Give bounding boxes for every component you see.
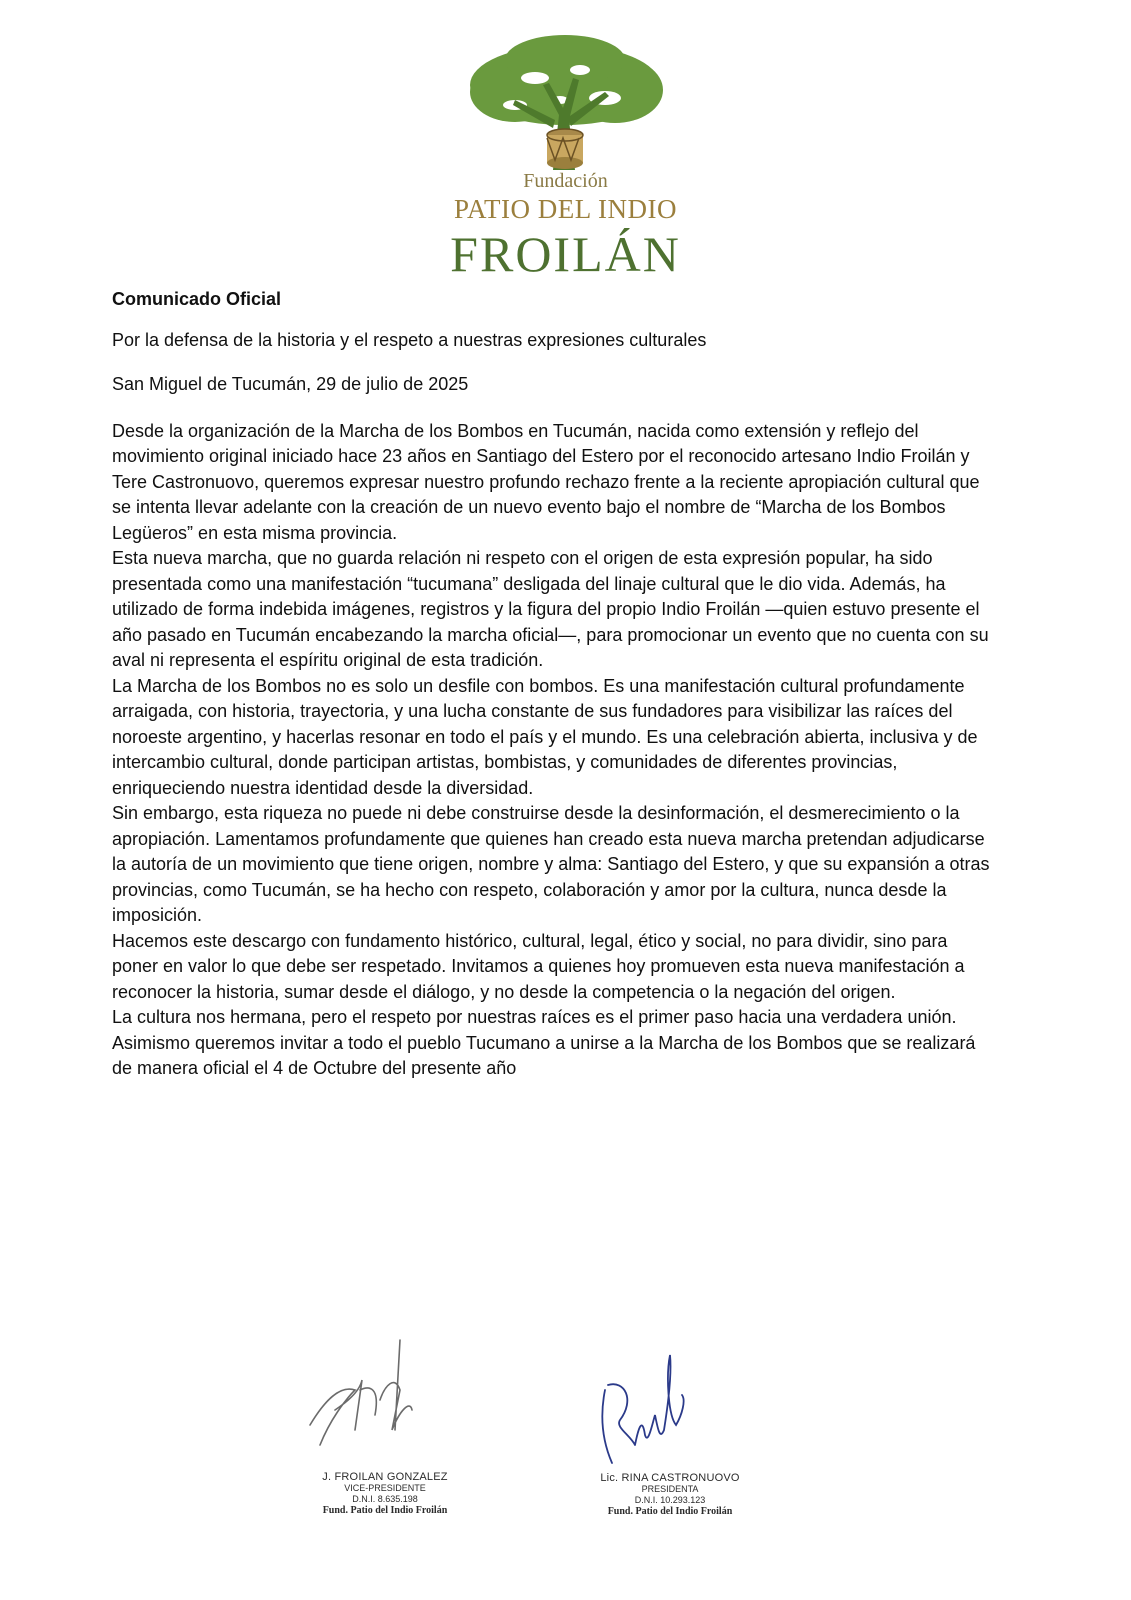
- signer-fund-right: Fund. Patio del Indio Froilán: [607, 1506, 733, 1517]
- signer-dni-left: D.N.I. 8.635.198: [352, 1494, 418, 1504]
- paragraph: Desde la organización de la Marcha de los Bombos en Tucumán, nacida como extensión y reflejo del movimiento original iniciado hace 23 años en Santiago del Estero por el reconocido artesano Indio Froilán y Tere Castronuovo, queremos expresar nuestro profundo rechazo frente a la reciente apropiación cultural que se intenta llevar adelante con la creación de un nuevo evento bajo el nombre de “Marcha de los Bombos Legüeros” en esta misma provincia.: [112, 420, 980, 543]
- paragraph: Asimismo queremos invitar a todo el pueblo Tucumano a unirse a la Marcha de los Bombos que se realizará de manera oficial el 4 de Octubre del presente año: [112, 1032, 976, 1078]
- handwritten-signature-right: [590, 1345, 710, 1470]
- paragraph: Esta nueva marcha, que no guarda relación ni respeto con el origen de esta expresión popular, ha sido presentada como una manifestación “tucumana” desligada del linaje cultural que le dio vida. Además, ha utilizado de forma indebida imágenes, registros y la figura del propio Indio Froilán —quien estuvo presente el año pasado en Tucumán encabezando la marcha oficial—, para promocionar un evento que no cuenta con su aval ni representa el espíritu original de esta tradición.: [112, 548, 989, 670]
- signer-dni-right: D.N.I. 10.293.123: [634, 1495, 706, 1505]
- paragraph: La Marcha de los Bombos no es solo un desfile con bombos. Es una manifestación cultural profundamente arraigada, con historia, trayectoria, y una lucha constante de sus fundadores para visibilizar las raíces del noroeste argentino, y hacerlas resonar en todo el país y el mundo. Es una celebración abierta, inclusiva y de intercambio cultural, donde participan artistas, bombistas, y comunidades de diferentes provincias, enriqueciendo nuestra identidad desde la diversidad.: [112, 675, 978, 798]
- letter-subtitle: Por la defensa de la historia y el respeto a nuestras expresiones culturales: [112, 329, 707, 350]
- logo-line-froilan: FROILÁN: [450, 226, 681, 282]
- logo-line-patio: PATIO DEL INDIO: [454, 194, 677, 224]
- signature-block-left: [300, 1330, 480, 1530]
- paragraph: Hacemos este descargo con fundamento histórico, cultural, legal, ético y social, no para dividir, sino para poner en valor lo que debe ser respetado. Invitamos a quienes hoy promueven esta nueva manifestación a reconocer la historia, sumar desde el diálogo, y no desde la competencia o la negación del origen.: [112, 930, 965, 1002]
- handwritten-signature-left: [300, 1330, 460, 1460]
- foundation-logo: [0, 20, 1131, 290]
- stamp-right: [590, 1473, 750, 1517]
- tree-drum-icon: [455, 30, 675, 175]
- signer-fund-left: Fund. Patio del Indio Froilán: [322, 1505, 448, 1516]
- paragraph: La cultura nos hermana, pero el respeto por nuestras raíces es el primer paso hacia una verdadera unión.: [112, 1007, 957, 1027]
- paragraphs: [112, 419, 992, 1082]
- letter-date: San Miguel de Tucumán, 29 de julio de 2025: [112, 374, 469, 394]
- signer-name-right: Lic. RINA CASTRONUOVO: [600, 1472, 740, 1484]
- stamp-left: [300, 1472, 470, 1516]
- signer-name-left: J. FROILAN GONZALEZ: [322, 1471, 448, 1483]
- letter-body: [112, 287, 992, 1082]
- letter-heading: Comunicado Oficial: [112, 289, 282, 309]
- signer-role-right: PRESIDENTA: [641, 1484, 699, 1494]
- paragraph: Sin embargo, esta riqueza no puede ni debe construirse desde la desinformación, el desmerecimiento o la apropiación. Lamentamos profundamente que quienes han creado esta nueva marcha pretendan adjudicarse la autoría de un movimiento que tiene origen, nombre y alma: Santiago del Estero, y que su expansión a otras provincias, como Tucumán, se ha hecho con respeto, colaboración y amor por la cultura, nunca desde la imposición.: [112, 803, 990, 925]
- logo-line-fundacion: Fundación: [523, 170, 608, 192]
- signer-role-left: VICE-PRESIDENTE: [344, 1483, 426, 1493]
- signature-block-right: [590, 1345, 760, 1535]
